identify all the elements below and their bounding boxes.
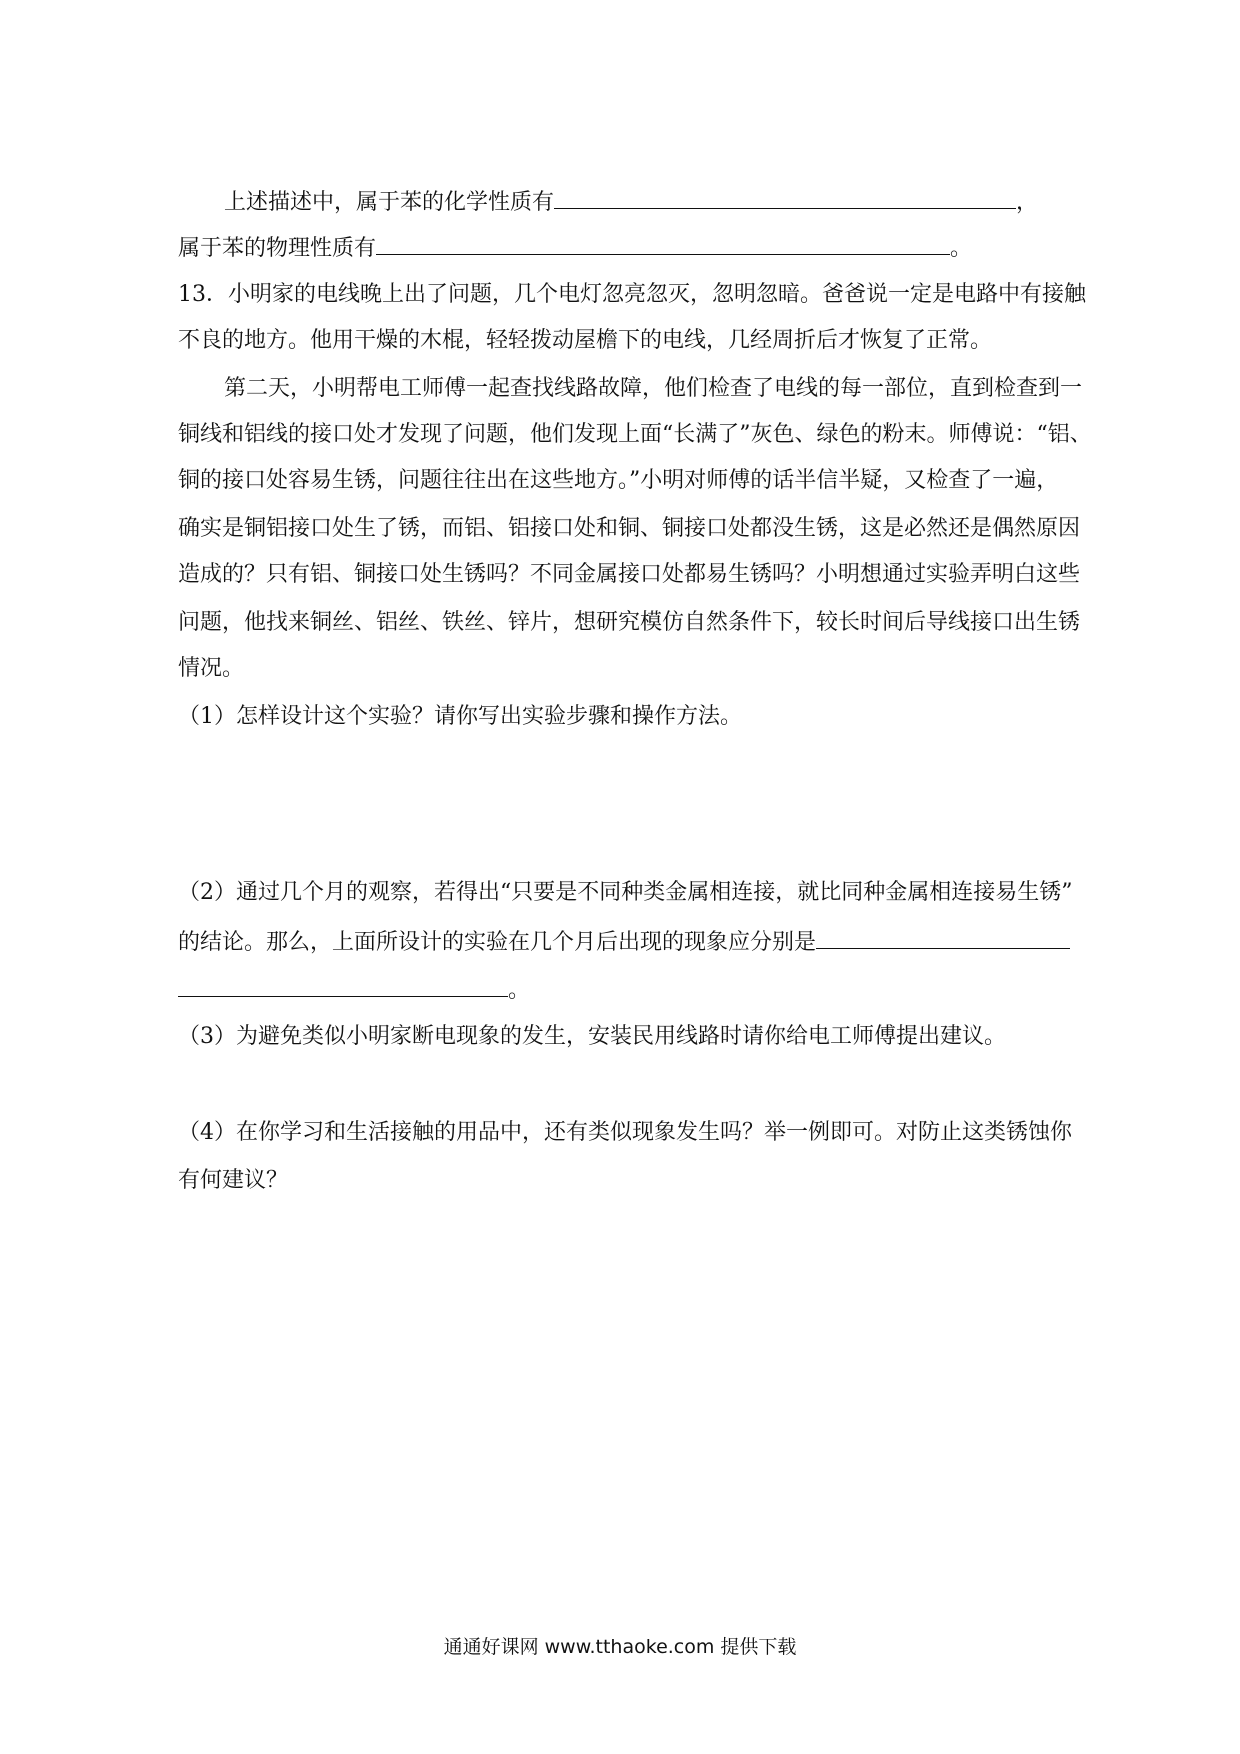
physical-property-answer-blank[interactable] bbox=[376, 232, 950, 255]
benzene-physical-property-label: 属于苯的物理性质有 bbox=[178, 236, 377, 261]
question-13-para2-line1: 第二天，小明帮电工师傅一起查找线路故障，他们检查了电线的每一部位，直到检查到一 bbox=[224, 376, 1083, 401]
question-13-start: 13．小明家的电线晚上出了问题，几个电灯忽亮忽灭，忽明忽暗。爸爸说一定是电路中有接触 bbox=[178, 282, 1086, 307]
sub-question-1-answer-area[interactable] bbox=[178, 740, 1078, 860]
sub-question-2-line1: （2）通过几个月的观察，若得出“只要是不同种类金属相连接，就比同种金属相连接易生锈” bbox=[178, 880, 1073, 905]
sub-question-2-text: 的结论。那么，上面所设计的实验在几个月后出现的现象应分别是 bbox=[178, 930, 817, 955]
sub-question-2-line2 bbox=[178, 926, 1078, 958]
question-13-para2-line2: 铜线和铝线的接口处才发现了问题，他们发现上面“长满了”灰色、绿色的粉末。师傅说：“铝、 bbox=[178, 422, 1092, 447]
question-13-para2-line4: 确实是铜铝接口处生了锈，而铝、铝接口处和铜、铜接口处都没生锈，这是必然还是偶然原因 bbox=[178, 516, 1081, 541]
line1-punctuation: ， bbox=[1016, 190, 1039, 215]
benzene-chemical-property-label: 上述描述中，属于苯的化学性质有 bbox=[224, 190, 555, 215]
phenomenon-answer-blank-1[interactable] bbox=[816, 926, 1070, 949]
sub-question-1: （1）怎样设计这个实验？请你写出实验步骤和操作方法。 bbox=[178, 704, 742, 729]
page-footer: 通通好课网 www.tthaoke.com 提供下载 bbox=[443, 1636, 797, 1658]
question-13-para2-line3: 铜的接口处容易生锈，问题往往出在这些地方。”小明对师傅的话半信半疑，又检查了一遍， bbox=[178, 468, 1059, 493]
question-13-para2-line7: 情况。 bbox=[178, 656, 245, 681]
sub-question-3-answer-area[interactable] bbox=[178, 1060, 1078, 1120]
question-13-para2-line6: 问题，他找来铜丝、铝丝、铁丝、锌片，想研究模仿自然条件下，较长时间后导线接口出生锈 bbox=[178, 610, 1081, 635]
benzene-chemical-property-line bbox=[224, 186, 1124, 218]
chemical-property-answer-blank[interactable] bbox=[554, 186, 1016, 209]
phenomenon-answer-blank-2[interactable] bbox=[178, 974, 508, 997]
sub-question-2-line3 bbox=[178, 974, 1078, 1006]
line2-punctuation: 。 bbox=[950, 236, 973, 261]
sub-question-3: （3）为避免类似小明家断电现象的发生，安装民用线路时请你给电工师傅提出建议。 bbox=[178, 1024, 1006, 1049]
question-13-para2-line5: 造成的？只有铝、铜接口处生锈吗？不同金属接口处都易生锈吗？小明想通过实验弄明白这些 bbox=[178, 562, 1081, 587]
sub-question-2-punctuation: 。 bbox=[508, 978, 531, 1003]
sub-question-4-answer-area[interactable] bbox=[178, 1205, 1078, 1405]
benzene-physical-property-line bbox=[178, 232, 1078, 264]
question-13-line2: 不良的地方。他用干燥的木棍，轻轻拨动屋檐下的电线，几经周折后才恢复了正常。 bbox=[178, 328, 993, 353]
sub-question-4-line1: （4）在你学习和生活接触的用品中，还有类似现象发生吗？举一例即可。对防止这类锈蚀你 bbox=[178, 1120, 1073, 1145]
sub-question-4-line2: 有何建议？ bbox=[178, 1168, 289, 1193]
